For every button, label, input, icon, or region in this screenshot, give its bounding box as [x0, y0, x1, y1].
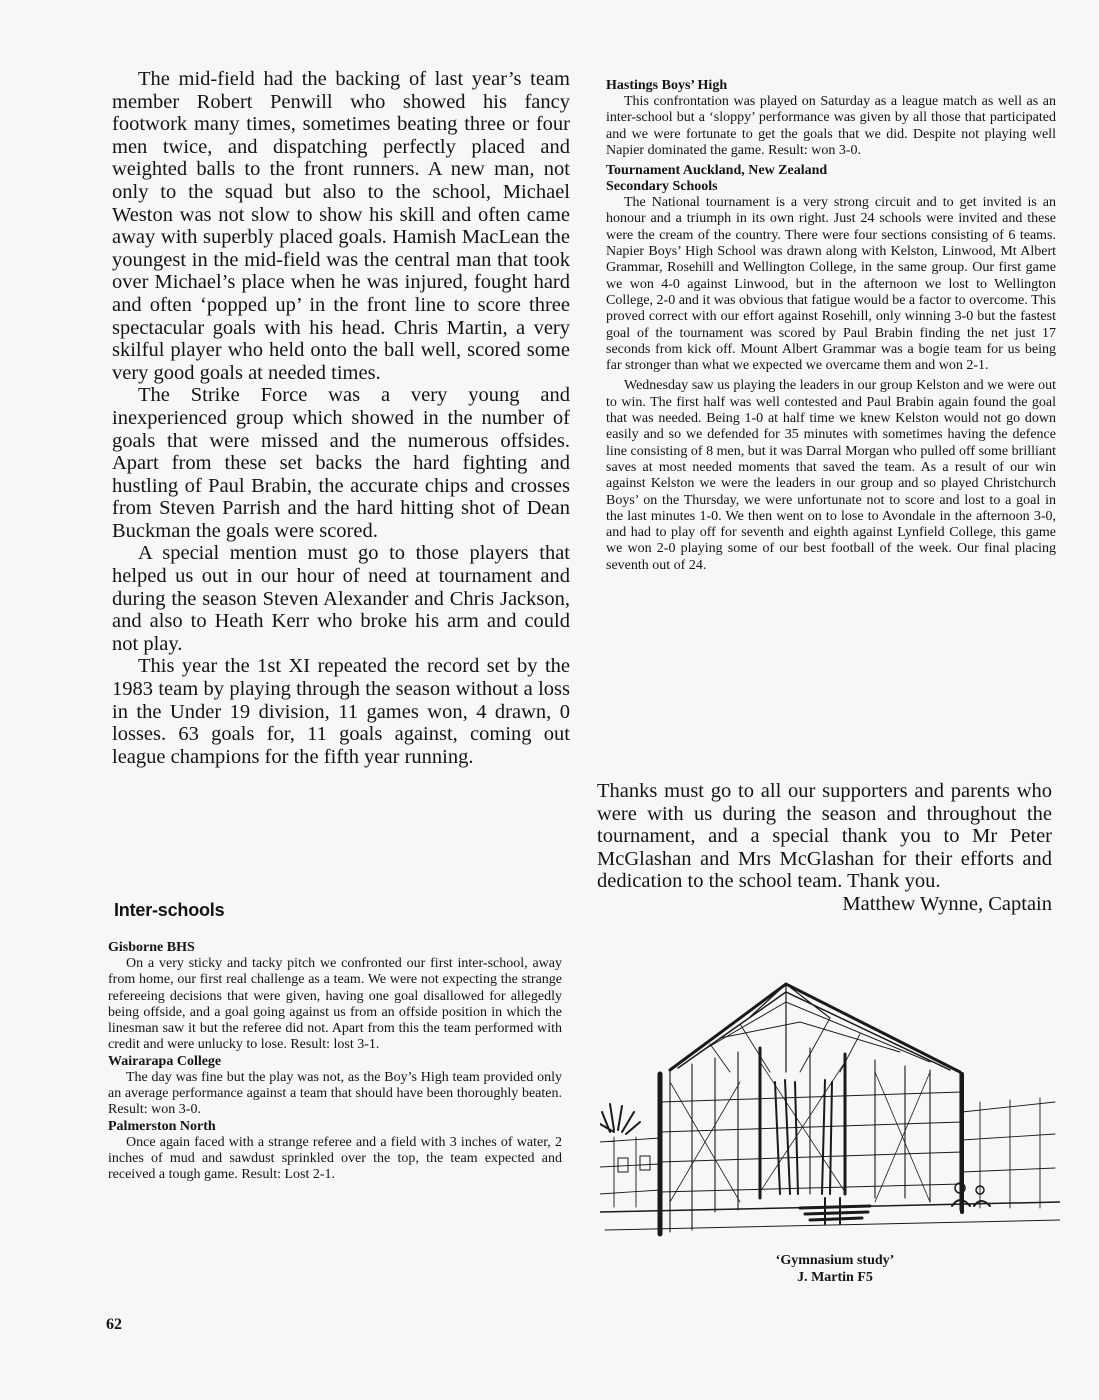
tournament-paragraph-1: The National tournament is a very strong circuit and to get invited is an honour and a triumph in its own right. Just 24 schools were invited and these were the cream of the country. There were four sections consisting of 6 teams. Napier Boys’ High School was drawn along with Kelston, Linwood, Mt Albert Grammar, Rosehill and Wellington College, in the same group. Our first game we won 4-0 against Linwood, but in the afternoon we lost to Wellington College, 2-0 and it was obvious that fatigue would be a factor to overcome. This proved correct with our effort against Rosehill, only winning 3-0 but the fastest goal of the tournament was scored by Paul Brabin finding the net just 17 seconds from kick off. Mount Albert Grammar was a bogie team for us being far stronger than what we expected we overcame them and won 2-1.: [606, 195, 1056, 374]
tournament-paragraph-2: Wednesday saw us playing the leaders in our group Kelston and we were out to win. The first half was well contested and Paul Brabin again found the goal that was needed. Being 1-0 at half time we knew Kelston would not go down easily and so we defended for 35 minutes with sometimes having the defence line consisting of 8 men, but it was Darral Morgan who pulled off some brilliant saves at most needed moments that saved the team. As a result of our win against Kelston we were the leaders in our group and so played Christchurch Boys’ on the Thursday, we were unfortunate not to score and lost to a goal in the last minutes 1-0. We then went on to lose to Avondale in the afternoon 3-0, and had to play off for seventh and eighth against Lynfield College, this game we won 2-0 playing some of our best football of the week. Our final placing seventh out of 24.: [606, 378, 1056, 573]
paragraph-strike-force: The Strike Force was a very young and inexperienced group which showed in the number of goals that were missed and the numerous offsides. Apart from these set backs the hard fighting and hustling of Paul Brabin, the accurate chips and crosses from Steven Parrish and the hard hitting shot of Dean Buckman the goals were scored.: [112, 384, 570, 542]
thanks-text: [597, 780, 1052, 915]
right-column-reports: [606, 78, 1056, 574]
hastings-text: This confrontation was played on Saturday as a league match as well as an inter-school but a ‘sloppy’ performance was given by all those that participated and we were fortunate to get the goals that we did. Despite not playing well Napier dominated the game. Result: won 3-0.: [606, 94, 1056, 158]
paragraph-midfield: The mid-field had the backing of last year’s team member Robert Penwill who showed his fancy footwork many times, sometimes beating three or four men twice, and dispatching perfectly placed and weighted balls to the front runners. A new man, not only to the squad but also to the school, Michael Weston was not slow to show his skill and often came away with superbly placed goals. Hamish MacLean the youngest in the mid-field was the central man that took over Michael’s place when he was injured, fought hard and often ‘popped up’ in the front line to score three spectacular goals with his head. Chris Martin, a very skilful player who held onto the ball well, scored some very good goals at needed times.: [112, 68, 570, 384]
paragraph-record: This year the 1st XI repeated the record set by the 1983 team by playing through the season without a loss in the Under 19 division, 11 games won, 4 drawn, 0 losses. 63 goals for, 11 goals against, coming out league champions for the fifth year running.: [112, 655, 570, 768]
sketch-caption: [700, 1252, 970, 1286]
wairarapa-text: The day was fine but the play was not, as the Boy’s High team provided only an average performance against a team that should have been thoroughly beaten. Result: won 3-0.: [108, 1069, 562, 1118]
palmerston-text: Once again faced with a strange referee and a field with 3 inches of water, 2 inches of mud and sawdust sprinkled over the top, the team expected and received a tough game. Result: Lost 2-1.: [108, 1134, 562, 1183]
hastings-title: Hastings Boys’ High: [606, 78, 728, 93]
caption-artist: J. Martin F5: [797, 1270, 873, 1285]
tournament-title-line2: Secondary Schools: [606, 179, 718, 195]
inter-schools-section: [108, 940, 562, 1184]
thanks-block: [597, 780, 1052, 916]
captain-signature: Matthew Wynne, Captain: [842, 892, 1052, 915]
thanks-body: Thanks must go to all our supporters and parents who were with us during the season and throughout the tournament, and a special thank you to Mr Peter McGlashan and Mrs McGlashan for their efforts and dedication to the school team. Thank you.: [597, 780, 1052, 893]
gymnasium-sketch: [600, 962, 1060, 1244]
left-column-article: [112, 68, 570, 768]
gisborne-text: On a very sticky and tacky pitch we confronted our first inter-school, away from home, our first real challenge as a team. We were not expecting the strange refereeing decisions that were given, having one goal disallowed for allegedly being offside, and a goal going against us from an offside position in which the linesman saw it but the referee did not. Apart from this the team performed with credit and were unlucky to lose. Result: lost 3-1.: [108, 956, 562, 1053]
page-number: 62: [106, 1316, 122, 1333]
paragraph-special-mention: A special mention must go to those players that helped us out in our hour of need at tournament and during the season Steven Alexander and Chris Jackson, and also to Heath Kerr who broke his arm and could not play.: [112, 542, 570, 655]
wairarapa-title: Wairarapa College: [108, 1053, 222, 1069]
tournament-title-line1: Tournament Auckland, New Zealand: [606, 163, 828, 179]
inter-schools-heading: Inter-schools: [114, 900, 225, 920]
caption-title: ‘Gymnasium study’: [775, 1253, 895, 1268]
gisborne-title: Gisborne BHS: [108, 940, 195, 955]
palmerston-title: Palmerston North: [108, 1118, 216, 1134]
